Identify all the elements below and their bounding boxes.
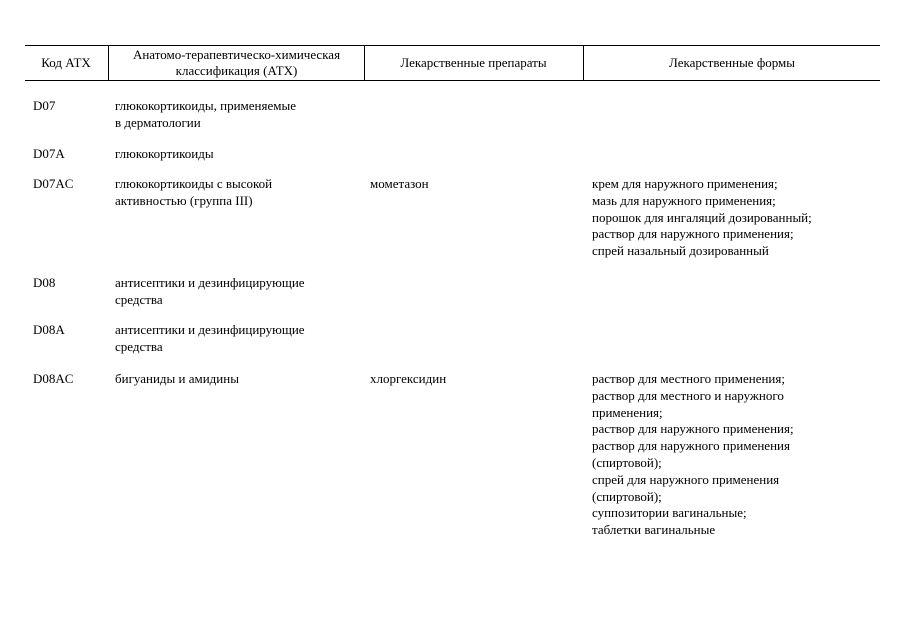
cell-forms: раствор для местного применения; раствор для местного и наружного применения; раствор для наружного применения; раствор для наружного применения (спиртовой); спрей для наружного применения (спиртовой); суппозитории вагинальные; таблетки вагинальные [592, 371, 794, 538]
cell-classification: глюкокортикоиды с высокой активностью (группа III) [115, 176, 273, 208]
header-classification: Анатомо-терапевтическо-химическая классификация (АТХ) [132, 47, 341, 78]
table-header-rule [25, 80, 880, 81]
cell-drug: мометазон [370, 176, 429, 191]
cell-code: D08 [33, 275, 56, 290]
header-forms: Лекарственные формы [668, 55, 796, 70]
cell-code: D07 [33, 98, 56, 113]
cell-classification: антисептики и дезинфицирующие средства [115, 322, 305, 354]
cell-classification: глюкокортикоиды, применяемые в дерматологии [115, 98, 296, 130]
cell-classification: глюкокортикоиды [115, 146, 214, 161]
cell-classification: антисептики и дезинфицирующие средства [115, 275, 305, 307]
cell-code: D08A [33, 322, 65, 337]
header-code: Код АТХ [41, 55, 91, 70]
cell-forms: крем для наружного применения; мазь для наружного применения; порошок для ингаляций дозированный; раствор для наружного применения; спрей назальный дозированный [592, 176, 812, 259]
cell-code: D07A [33, 146, 65, 161]
cell-code: D08AC [33, 371, 74, 386]
cell-code: D07AC [33, 176, 74, 191]
cell-drug: хлоргексидин [370, 371, 447, 386]
cell-classification: бигуаниды и амидины [115, 371, 239, 386]
header-drugs: Лекарственные препараты [400, 55, 547, 70]
